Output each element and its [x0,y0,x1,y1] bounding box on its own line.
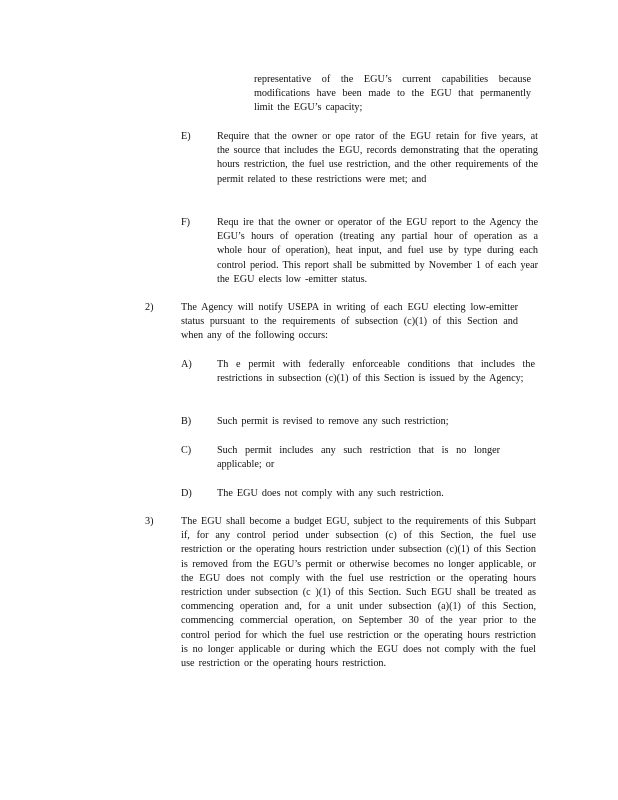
item-text-f: Requ ire that the owner or operator of the EGU report to the Agency the EGU’s hours of operation (treating any partial hour of operation as a whole hour of operation), heat input, and fuel use by type during each control period. This report shall be submitted by November 1 of each year the EGU elects low -emitter status. [217,217,538,285]
item-text-b: Such permit is revised to remove any such restriction; [217,416,449,427]
continuation-paragraph: representative of the EGU’s current capabilities because modifications have been made to the EGU that permanently limit the EGU’s capacity; [254,74,531,114]
item-label-d: D) [181,488,192,499]
item-text-d: The EGU does not comply with any such restriction. [217,488,444,499]
item-label-b: B) [181,416,192,427]
item-label-c: C) [181,445,192,456]
item-label-3: 3) [145,516,154,527]
item-label-f: F) [181,217,191,228]
item-text-a: Th e permit with federally enforceable conditions that includes the restrictions in subsection (c)(1) of this Section is issued by the Agency; [217,359,535,385]
item-label-a: A) [181,359,192,370]
item-text-e: Require that the owner or ope rator of the EGU retain for five years, at the source that includes the EGU, records demonstrating that the operating hours restriction, the fuel use restriction, and the other requirements of the permit related to these restrictions were met; and [217,131,538,185]
item-label-e: E) [181,131,191,142]
item-text-2: The Agency will notify USEPA in writing of each EGU electing low-emitter status pursuant to the requirements of subsection (c)(1) of this Section and when any of the following occurs: [181,302,518,342]
item-text-3: The EGU shall become a budget EGU, subject to the requirements of this Subpart if, for any control period under subsection (c) of this Section, the fuel use restriction or the operating hours restriction under subsection (c)(1) of this Section is removed from the EGU’s permit or otherwise becomes no longer applicable, or the EGU does not comply with the fuel use restriction or the operating hours restriction under subsection (c )(1) of this Section. Such EGU shall be treated as commencing operation and, for a unit under subsection (a)(1) of this Section, commencing commercial operation, on September 30 of the year prior to the control period for which the fuel use restriction or the operating hours restriction is no longer applicable or during which the EGU does not comply with the fuel use restriction or the operating hours restriction. [181,516,536,670]
item-label-2: 2) [145,302,154,313]
item-text-c: Such permit includes any such restriction that is no longer applicable; or [217,445,500,471]
